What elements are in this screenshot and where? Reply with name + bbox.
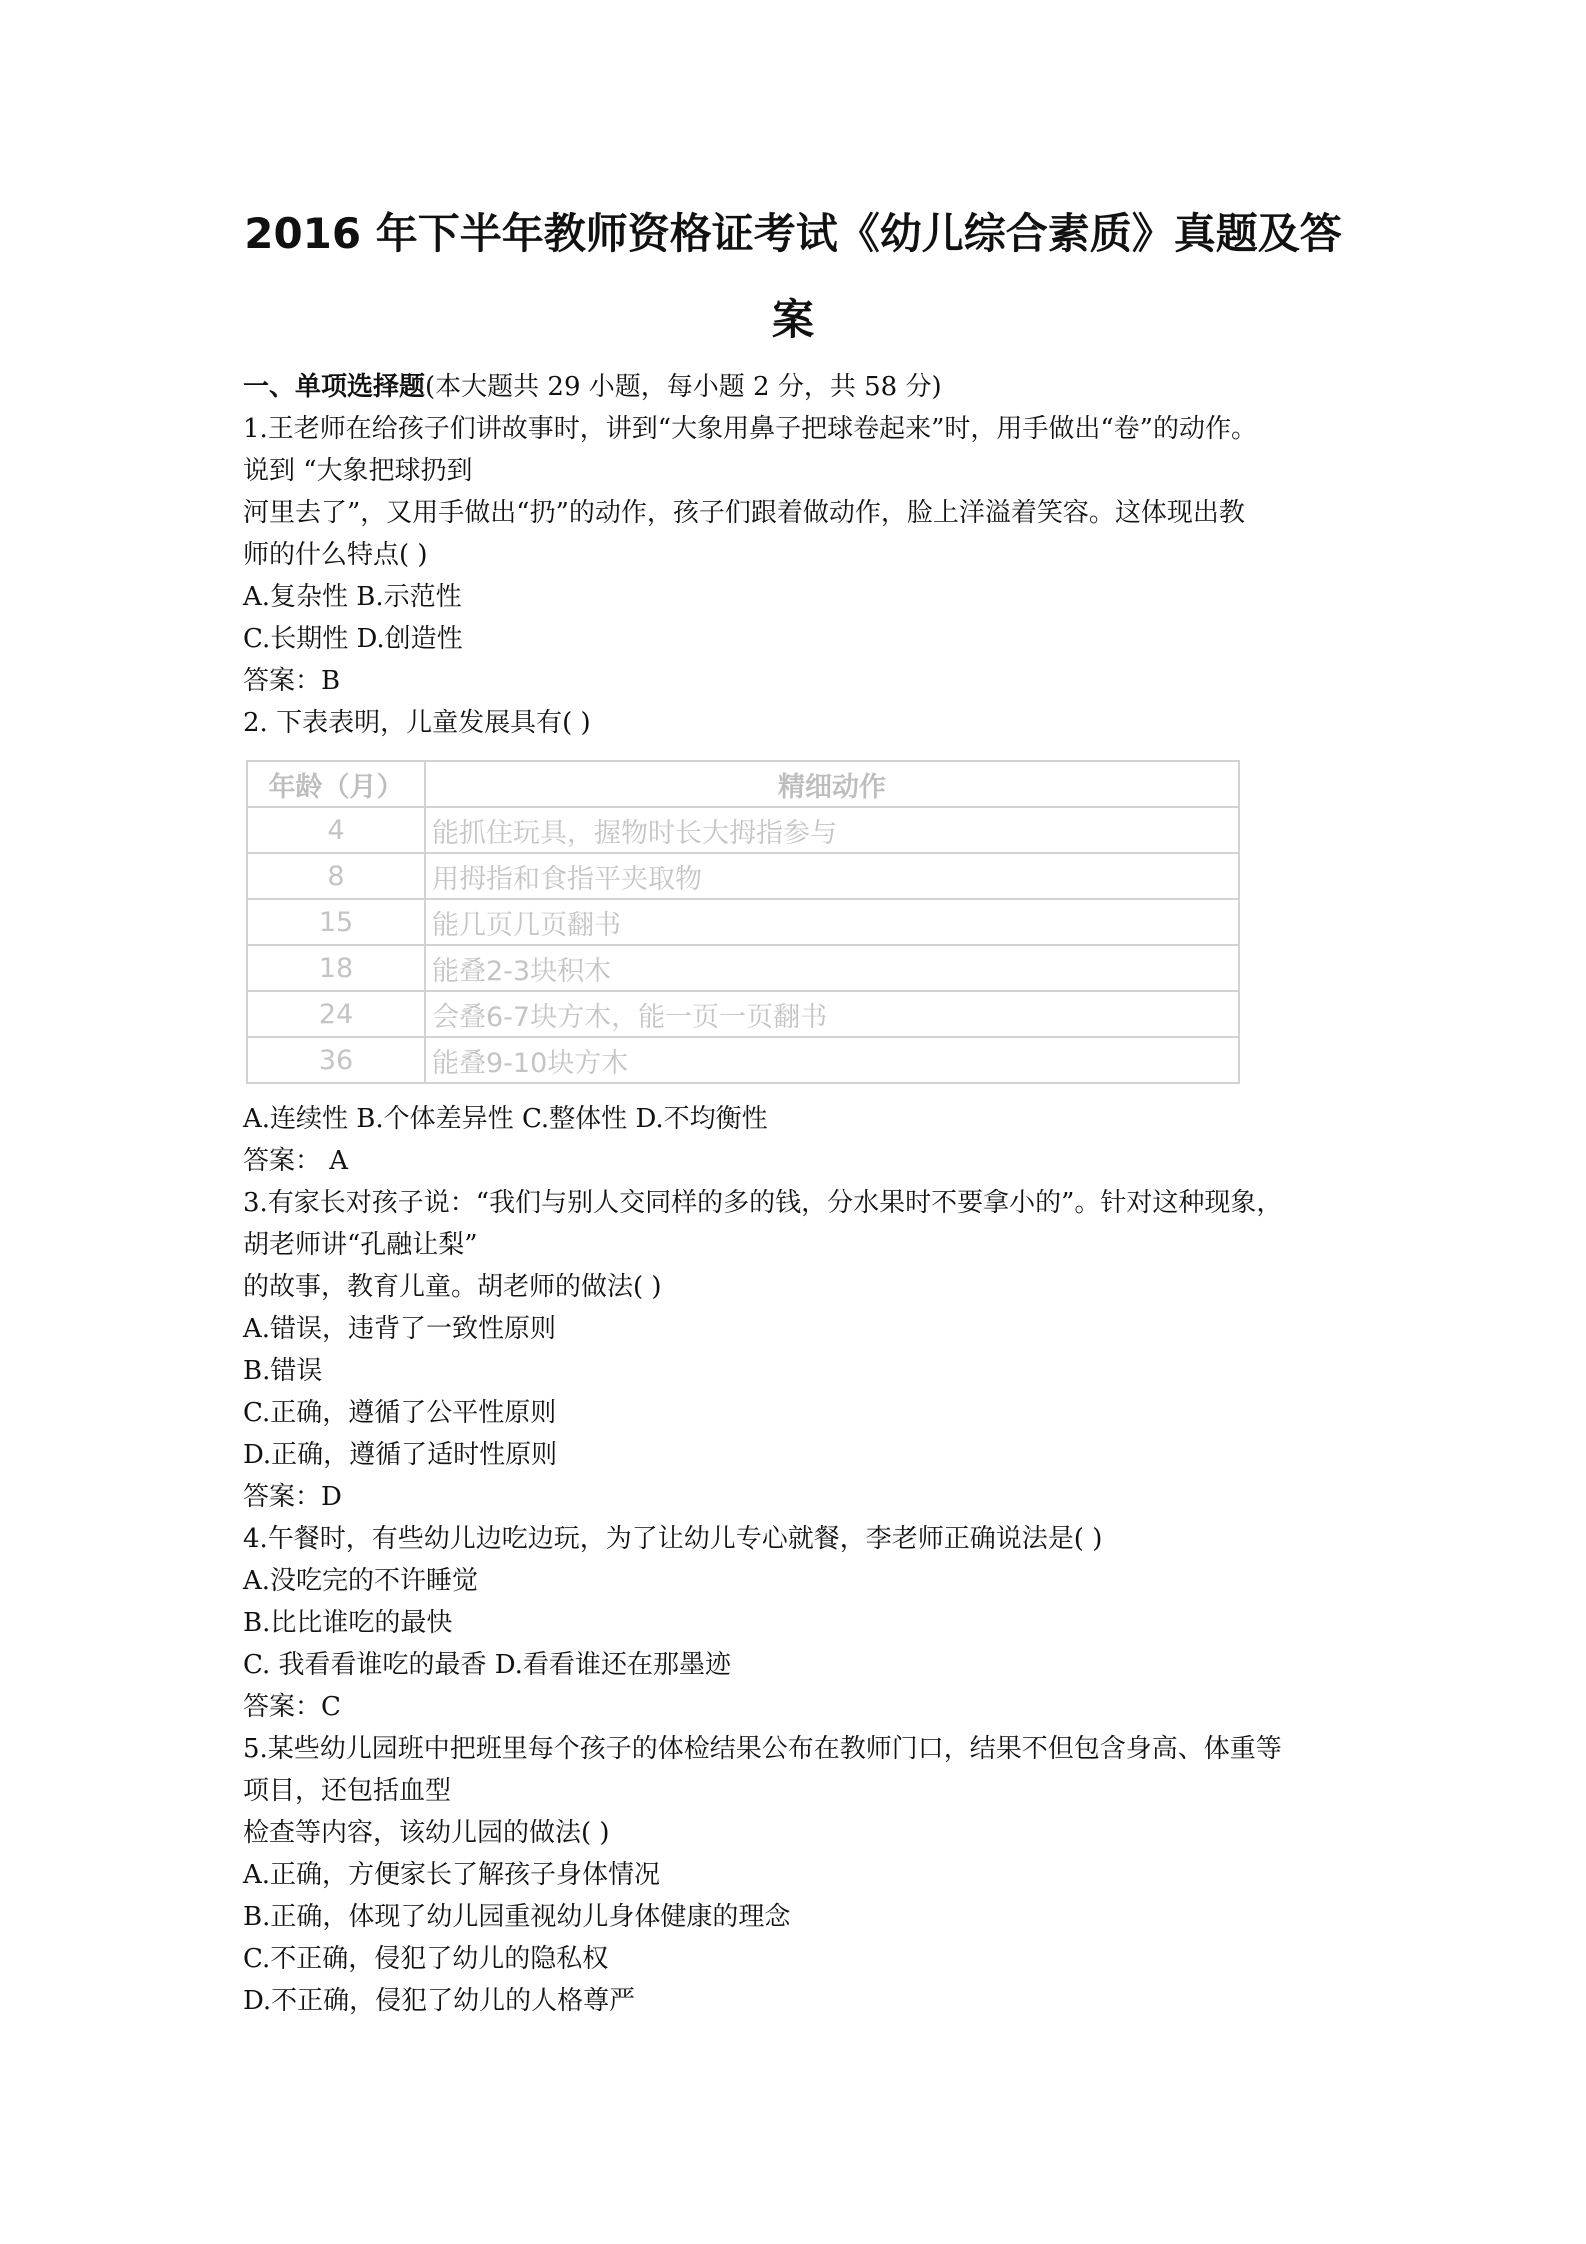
question-5-line: 5.某些幼儿园班中把班里每个孩子的体检结果公布在教师门口，结果不但包含身高、体重等 bbox=[243, 1734, 1282, 1764]
question-1-line: 1.王老师在给孩子们讲故事时，讲到“大象用鼻子把球卷起来”时，用手做出“卷”的动作。 bbox=[243, 414, 1257, 444]
question-5-option: C.不正确，侵犯了幼儿的隐私权 bbox=[243, 1944, 609, 1974]
question-2-options: A.连续性 B.个体差异性 C.整体性 D.不均衡性 bbox=[243, 1104, 768, 1134]
question-5-line: 项目，还包括血型 bbox=[243, 1776, 452, 1806]
question-1-line: 说到 “大象把球扔到 bbox=[243, 456, 473, 486]
question-3-option: C.正确，遵循了公平性原则 bbox=[243, 1398, 557, 1428]
table-row bbox=[247, 807, 1239, 853]
development-table-container bbox=[243, 744, 1363, 1098]
question-5-line: 检查等内容，该幼儿园的做法( ) bbox=[243, 1818, 610, 1848]
section-heading-label: 一、单项选择题 bbox=[243, 372, 426, 402]
question-1-option: A.复杂性 B.示范性 bbox=[243, 582, 462, 612]
document-body bbox=[243, 366, 1363, 2022]
table-header-row bbox=[247, 761, 1239, 807]
table-row bbox=[247, 899, 1239, 945]
table-row bbox=[247, 945, 1239, 991]
question-1-line: 河里去了”，又用手做出“扔”的动作，孩子们跟着做动作，脸上洋溢着笑容。这体现出教 bbox=[243, 498, 1245, 528]
table-header-motor: 精细动作 bbox=[425, 761, 1239, 807]
development-table bbox=[246, 760, 1240, 1084]
question-2-answer: 答案： A bbox=[243, 1146, 349, 1176]
table-cell-motor: 用拇指和食指平夹取物 bbox=[425, 853, 1239, 899]
question-4 bbox=[243, 1518, 1363, 1728]
table-cell-motor: 能叠2-3块积木 bbox=[425, 945, 1239, 991]
question-4-stem: 4.午餐时，有些幼儿边吃边玩，为了让幼儿专心就餐，李老师正确说法是( ) bbox=[243, 1524, 1103, 1554]
table-cell-age: 15 bbox=[247, 899, 425, 945]
question-2 bbox=[243, 702, 1363, 1182]
table-row bbox=[247, 1037, 1239, 1083]
question-3-line: 的故事，教育儿童。胡老师的做法( ) bbox=[243, 1272, 662, 1302]
table-cell-motor: 会叠6-7块方木，能一页一页翻书 bbox=[425, 991, 1239, 1037]
question-4-option: A.没吃完的不许睡觉 bbox=[243, 1566, 479, 1596]
table-row bbox=[247, 853, 1239, 899]
table-cell-age: 8 bbox=[247, 853, 425, 899]
question-3-answer: 答案：D bbox=[243, 1482, 342, 1512]
table-cell-motor: 能叠9-10块方木 bbox=[425, 1037, 1239, 1083]
question-1-option: C.长期性 D.创造性 bbox=[243, 624, 463, 654]
question-4-answer: 答案：C bbox=[243, 1692, 341, 1722]
question-3-line: 胡老师讲“孔融让梨” bbox=[243, 1230, 478, 1260]
question-3-option: D.正确，遵循了适时性原则 bbox=[243, 1440, 558, 1470]
section-heading-note: (本大题共 29 小题，每小题 2 分，共 58 分) bbox=[425, 372, 942, 402]
question-3 bbox=[243, 1182, 1363, 1518]
page-title: 2016 年下半年教师资格证考试《幼儿综合素质》真题及答 bbox=[244, 209, 1342, 258]
table-header-age: 年龄（月） bbox=[247, 761, 425, 807]
table-cell-motor: 能抓住玩具，握物时长大拇指参与 bbox=[425, 807, 1239, 853]
table-row bbox=[247, 991, 1239, 1037]
table-cell-age: 4 bbox=[247, 807, 425, 853]
question-1-answer: 答案：B bbox=[243, 666, 341, 696]
table-cell-age: 24 bbox=[247, 991, 425, 1037]
table-cell-age: 18 bbox=[247, 945, 425, 991]
table-cell-age: 36 bbox=[247, 1037, 425, 1083]
question-5 bbox=[243, 1728, 1363, 2022]
question-5-option: A.正确，方便家长了解孩子身体情况 bbox=[243, 1860, 661, 1890]
question-1-line: 师的什么特点( ) bbox=[243, 540, 428, 570]
table-cell-motor: 能几页几页翻书 bbox=[425, 899, 1239, 945]
page-title-continued: 案 bbox=[771, 295, 814, 344]
question-5-option: B.正确，体现了幼儿园重视幼儿身体健康的理念 bbox=[243, 1902, 791, 1932]
question-4-option: C. 我看看谁吃的最香 D.看看谁还在那墨迹 bbox=[243, 1650, 731, 1680]
question-2-stem: 2. 下表表明，儿童发展具有( ) bbox=[243, 708, 591, 738]
question-3-line: 3.有家长对孩子说：“我们与别人交同样的多的钱，分水果时不要拿小的”。针对这种现象， bbox=[243, 1188, 1283, 1218]
question-3-option: A.错误，违背了一致性原则 bbox=[243, 1314, 557, 1344]
question-3-option: B.错误 bbox=[243, 1356, 323, 1386]
question-1 bbox=[243, 408, 1363, 702]
question-4-option: B.比比谁吃的最快 bbox=[243, 1608, 453, 1638]
section-heading bbox=[243, 366, 1363, 408]
question-5-option: D.不正确，侵犯了幼儿的人格尊严 bbox=[243, 1986, 636, 2016]
